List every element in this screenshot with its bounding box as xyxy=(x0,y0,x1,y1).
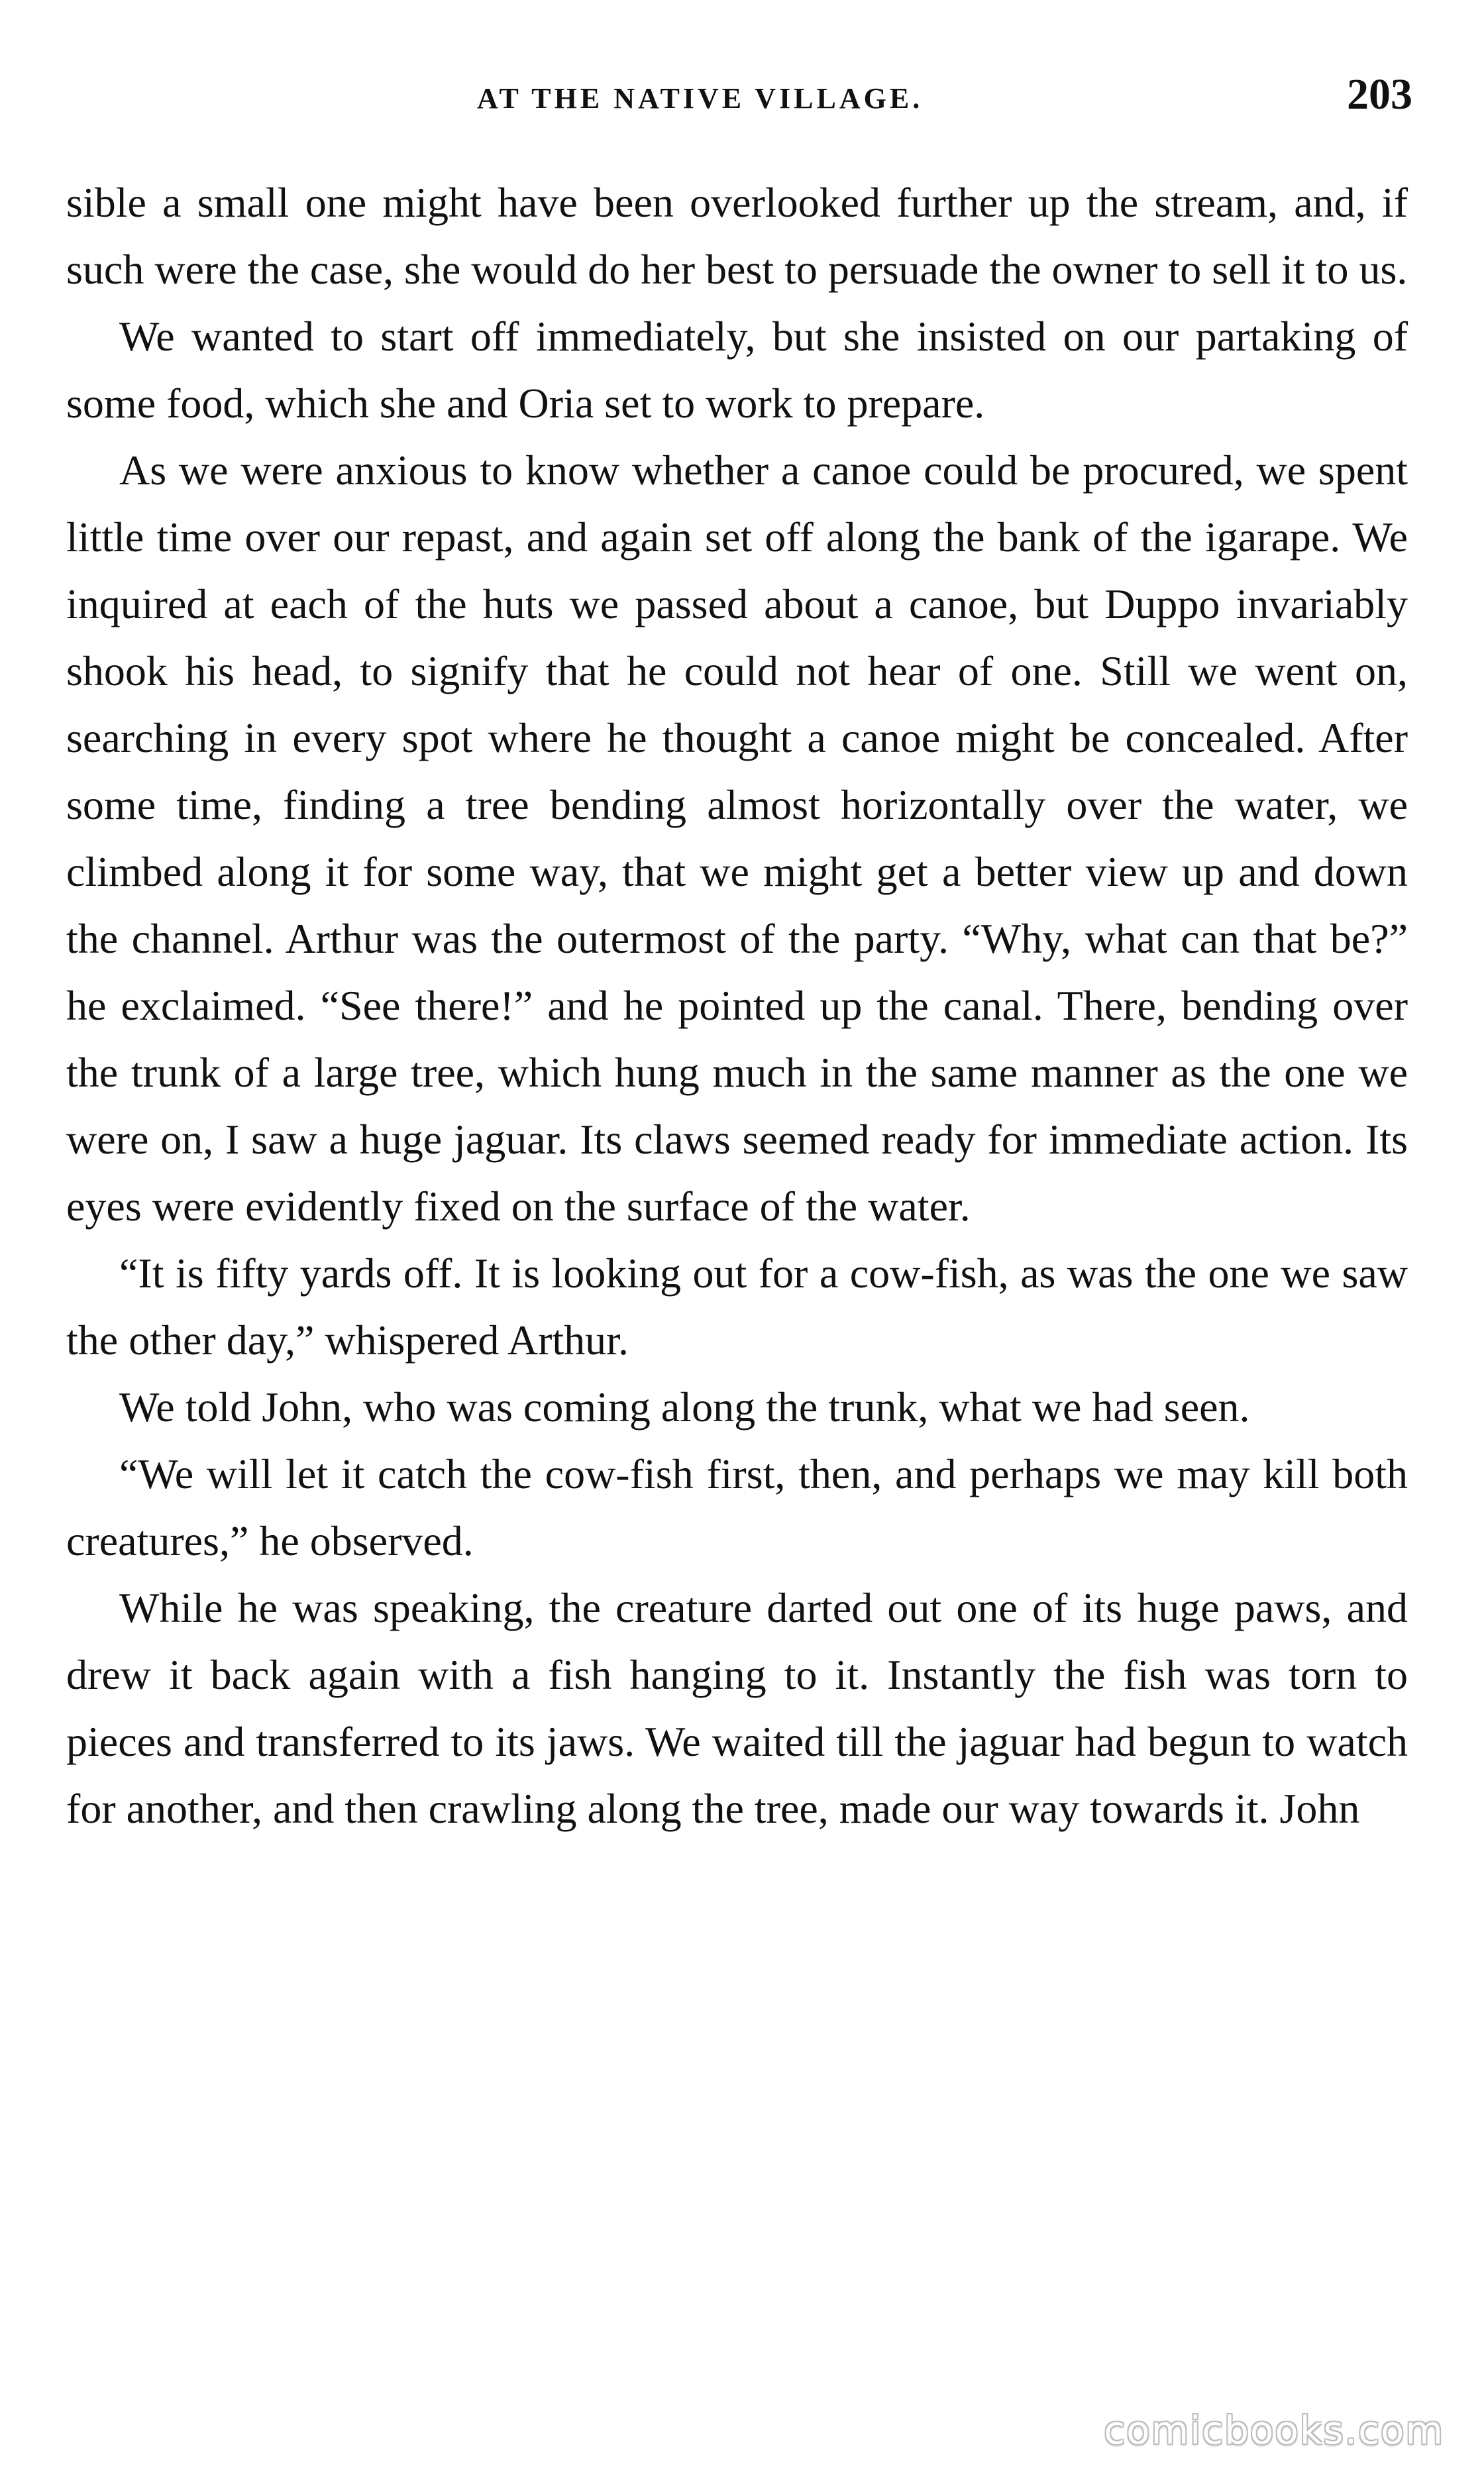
paragraph: “We will let it catch the cow-fish first, then, and perhaps we may kill both creatures,” he observed. xyxy=(66,1450,1408,1564)
paragraph: We told John, who was coming along the trunk, what we had seen. xyxy=(119,1383,1250,1430)
watermark: comicbooks.com xyxy=(1104,2408,1444,2453)
paragraph: We wanted to start off immediately, but she insisted on our partaking of some food, which she and Oria set to work to prepare. xyxy=(66,313,1408,427)
page-number: 203 xyxy=(1347,70,1412,119)
paragraph-continued: sible a small one might have been overlooked further up the stream, and, if such were the case, she would do her best to persuade the owner to sell it to us. xyxy=(66,179,1408,293)
running-title: AT THE NATIVE VILLAGE. xyxy=(477,82,924,115)
paragraph: While he was speaking, the creature darted out one of its huge paws, and drew it back again with a fish hanging to it. Instantly the fish was torn to pieces and transferred to its jaws. We waited till the jaguar had begun to watch for another, and then crawling along the tree, made our way towards it. John xyxy=(66,1584,1408,1832)
paragraph: “It is fifty yards off. It is looking out for a cow-fish, as was the one we saw the other day,” whispered Arthur. xyxy=(66,1250,1408,1364)
paragraph: As we were anxious to know whether a canoe could be procured, we spent little time over our repast, and again set off along the bank of the igarape. We inquired at each of the huts we passed about a canoe, but Duppo invariably shook his head, to signify that he could not hear of one. Still we went on, searching in every spot where he thought a canoe might be concealed. After some time, finding a tree bending almost horizontally over the water, we climbed along it for some way, that we might get a better view up and down the channel. Arthur was the outermost of the party. “Why, what can that be?” he exclaimed. “See there!” and he pointed up the canal. There, bending over the trunk of a large tree, which hung much in the same manner as the one we were on, I saw a huge jaguar. Its claws seemed ready for immediate action. Its eyes were evidently fixed on the surface of the water. xyxy=(66,447,1408,1230)
running-header xyxy=(0,70,1484,129)
body-text xyxy=(66,169,1408,1842)
